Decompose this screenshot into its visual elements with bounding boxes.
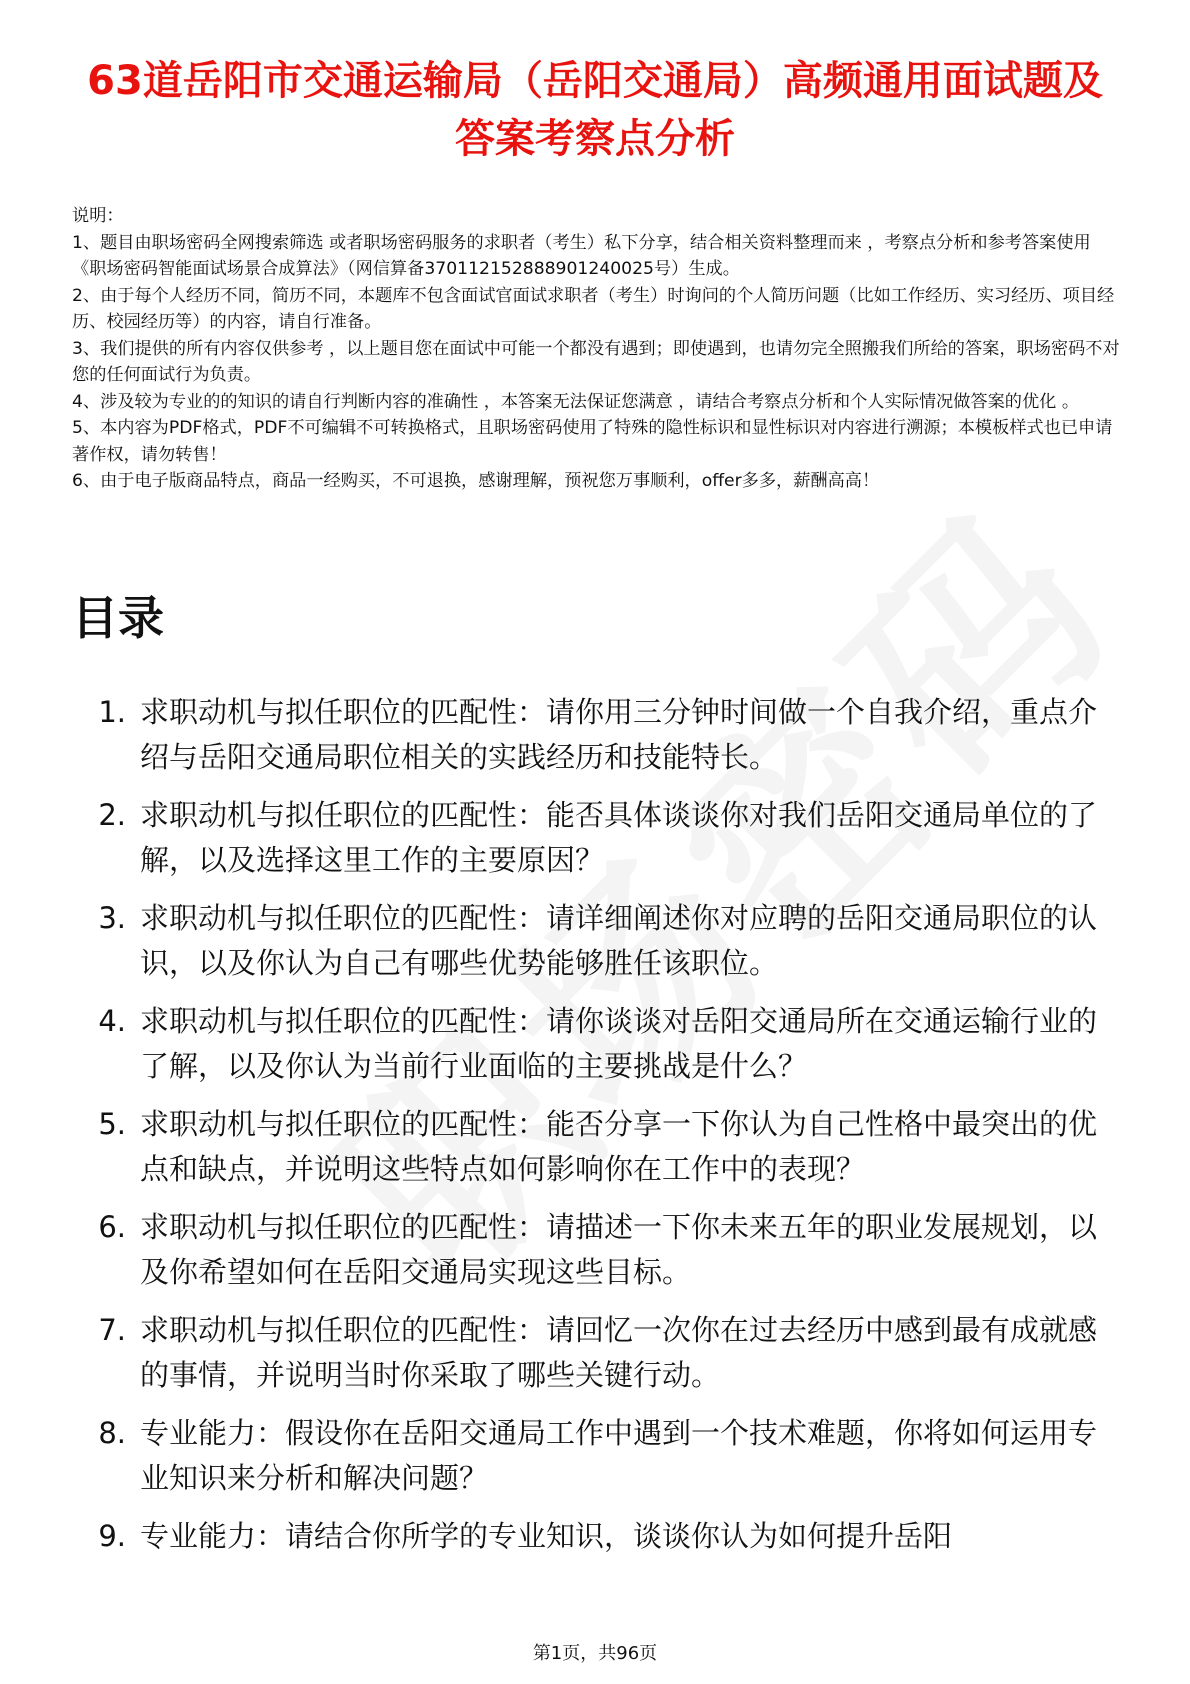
toc-item-number: 6.: [98, 1210, 126, 1244]
notes-heading: 说明：: [72, 206, 124, 226]
toc-item-text: 求职动机与拟任职位的匹配性：请回忆一次你在过去经历中感到最有成就感的事情，并说明当时你采取了哪些关键行动。: [140, 1313, 1098, 1392]
toc-item-number: 5.: [98, 1107, 126, 1141]
toc-item-3[interactable]: [72, 896, 1122, 986]
toc-item-9[interactable]: [72, 1514, 1122, 1559]
notes-section: [72, 203, 1122, 495]
toc-item-number: 8.: [98, 1416, 126, 1450]
toc-item-number: 4.: [98, 1004, 126, 1038]
toc-item-5[interactable]: [72, 1102, 1122, 1192]
toc-item-text: 求职动机与拟任职位的匹配性：能否具体谈谈你对我们岳阳交通局单位的了解，以及选择这里工作的主要原因？: [140, 798, 1098, 877]
toc-item-text: 专业能力：假设你在岳阳交通局工作中遇到一个技术难题，你将如何运用专业知识来分析和解决问题？: [140, 1416, 1098, 1495]
toc-item-text: 求职动机与拟任职位的匹配性：请你用三分钟时间做一个自我介绍，重点介绍与岳阳交通局职位相关的实践经历和技能特长。: [140, 695, 1098, 774]
toc-item-4[interactable]: [72, 999, 1122, 1089]
toc-item-1[interactable]: [72, 690, 1122, 780]
note-item: 4、涉及较为专业的的知识的请自行判断内容的准确性 ，本答案无法保证您满意 ，请结合考察点分析和个人实际情况做答案的优化 。: [72, 391, 1080, 412]
toc-item-text: 专业能力：请结合你所学的专业知识，谈谈你认为如何提升岳阳: [140, 1519, 953, 1553]
note-item: 5、本内容为PDF格式，PDF不可编辑不可转换格式，且职场密码使用了特殊的隐性标识和显性标识对内容进行溯源；本模板样式也已申请著作权，请勿转售！: [72, 418, 1113, 465]
toc-item-text: 求职动机与拟任职位的匹配性：请详细阐述你对应聘的岳阳交通局职位的认识，以及你认为自己有哪些优势能够胜任该职位。: [140, 901, 1098, 980]
note-item: 3、我们提供的所有内容仅供参考 ，以上题目您在面试中可能一个都没有遇到；即使遇到，也请勿完全照搬我们所给的答案，职场密码不对您的任何面试行为负责。: [72, 338, 1120, 385]
page-footer: 第1页，共96页: [532, 1643, 658, 1664]
toc-item-2[interactable]: [72, 793, 1122, 883]
toc-item-7[interactable]: [72, 1308, 1122, 1398]
toc-item-text: 求职动机与拟任职位的匹配性：能否分享一下你认为自己性格中最突出的优点和缺点，并说明这些特点如何影响你在工作中的表现？: [140, 1107, 1098, 1186]
toc-item-number: 7.: [98, 1313, 126, 1347]
toc-item-8[interactable]: [72, 1411, 1122, 1501]
document-title: 63道岳阳市交通运输局（岳阳交通局）高频通用面试题及答案考察点分析: [87, 58, 1103, 162]
toc-item-text: 求职动机与拟任职位的匹配性：请描述一下你未来五年的职业发展规划，以及你希望如何在岳阳交通局实现这些目标。: [140, 1210, 1098, 1289]
note-item: 6、由于电子版商品特点，商品一经购买，不可退换，感谢理解，预祝您万事顺利，offer多多，薪酬高高！: [72, 471, 880, 491]
toc-item-number: 1.: [98, 695, 126, 729]
toc-item-number: 2.: [98, 798, 126, 832]
toc-list: [72, 690, 1122, 1572]
toc-item-number: 9.: [98, 1519, 126, 1553]
toc-item-6[interactable]: [72, 1205, 1122, 1295]
toc-item-text: 求职动机与拟任职位的匹配性：请你谈谈对岳阳交通局所在交通运输行业的了解，以及你认为当前行业面临的主要挑战是什么？: [140, 1004, 1098, 1083]
toc-item-number: 3.: [98, 901, 126, 935]
note-item: 1、题目由职场密码全网搜索筛选 或者职场密码服务的求职者（考生）私下分享，结合相关资料整理而来 ，考察点分析和参考答案使用《职场密码智能面试场景合成算法》（网信算备370112152888901240025号）生成。: [72, 232, 1091, 279]
note-item: 2、由于每个人经历不同，简历不同，本题库不包含面试官面试求职者（考生）时询问的个人简历问题（比如工作经历、实习经历、项目经历、校园经历等）的内容，请自行准备。: [72, 285, 1115, 332]
toc-heading: 目录: [72, 591, 164, 645]
